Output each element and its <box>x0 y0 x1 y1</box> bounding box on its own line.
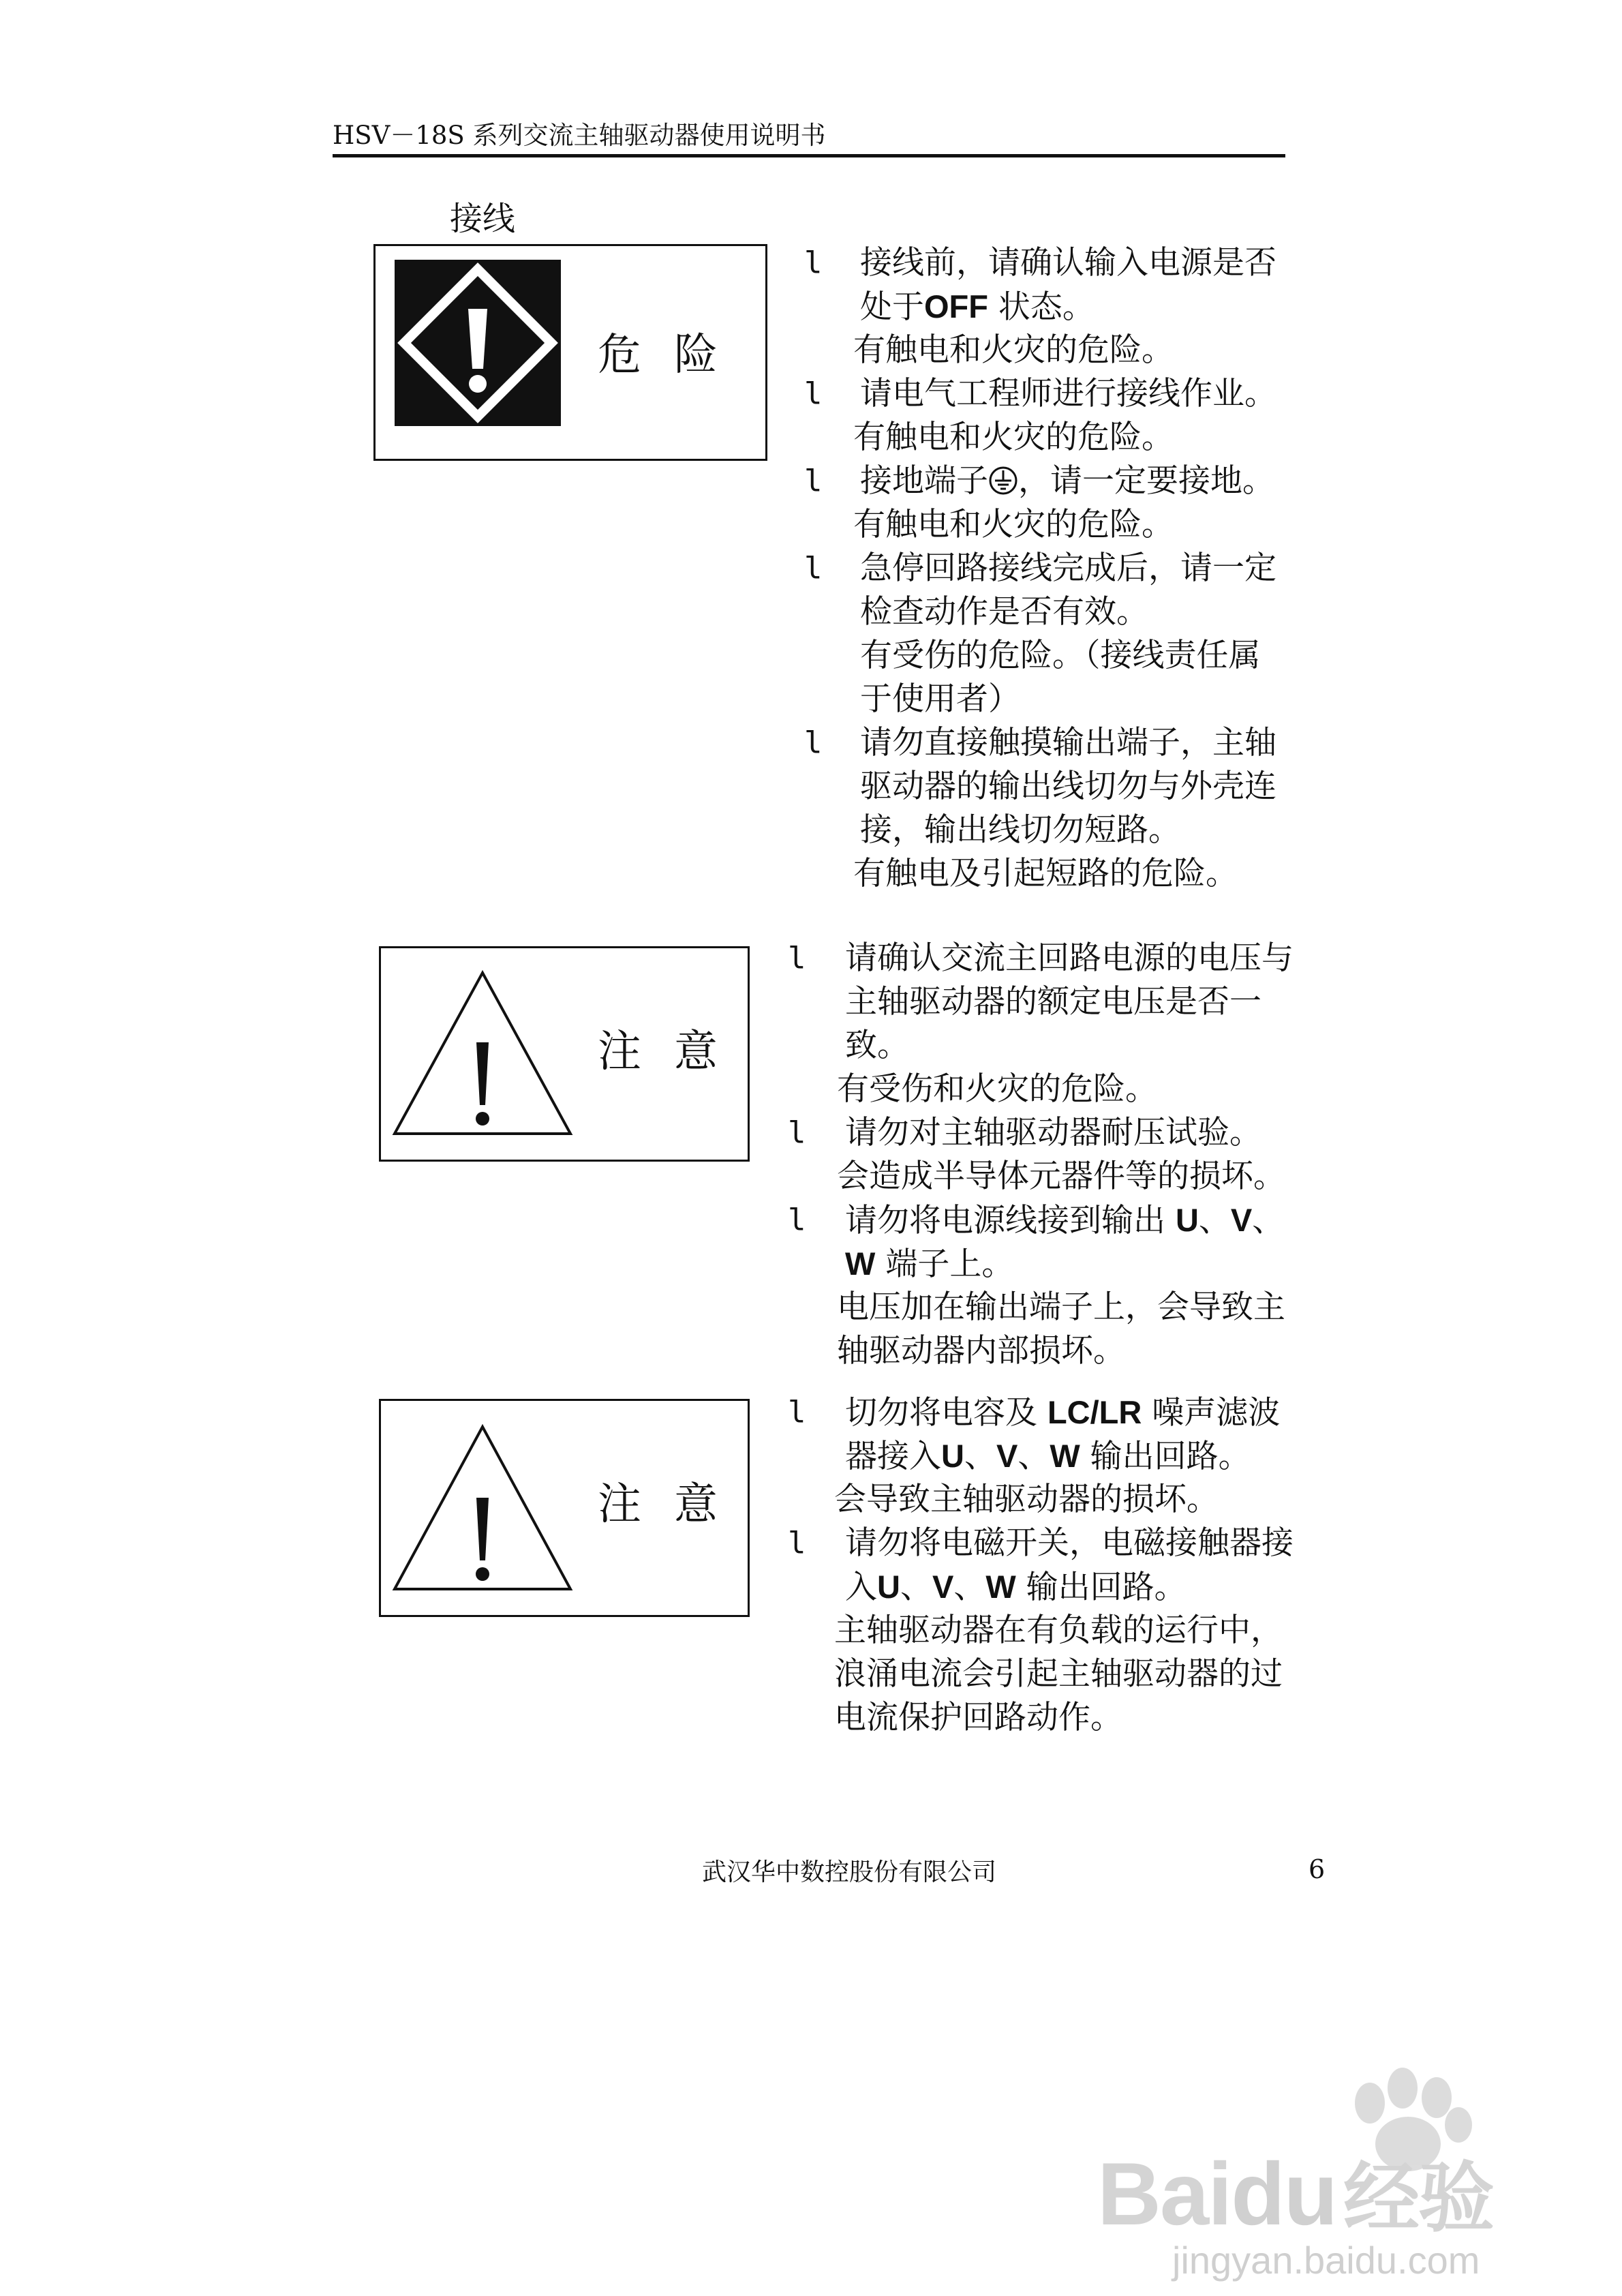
page-number: 6 <box>1309 1854 1326 1884</box>
section-title: 接线 <box>450 200 516 238</box>
caution-label-1: 注意 <box>598 1027 750 1077</box>
bullet-marker: l <box>804 725 823 760</box>
danger-item-2-line-1: 请电气工程师进行接线作业。 <box>860 375 1276 412</box>
danger-item-1-line-1: 接线前，请确认输入电源是否 <box>860 244 1276 282</box>
caution2-item-2-consequence-1: 主轴驱动器在有负载的运行中， <box>834 1612 1283 1649</box>
danger-label: 危险 <box>598 330 750 380</box>
danger-item-1-consequence: 有触电和火灾的危险。 <box>853 331 1174 369</box>
danger-item-4-line-3: 有受伤的危险。（接线责任属 <box>860 637 1261 674</box>
danger-item-4-line-4: 于使用者） <box>860 680 1020 718</box>
bullet-marker: l <box>788 1115 806 1150</box>
bullet-marker: l <box>788 1203 806 1237</box>
footer-company: 武汉华中数控股份有限公司 <box>702 1858 997 1886</box>
header-rule <box>333 154 1285 157</box>
caution1-item-2-line-1: 请勿对主轴驱动器耐压试验。 <box>845 1114 1261 1151</box>
danger-item-3-line-1 <box>860 459 1274 507</box>
caution2-item-2-consequence-3: 电流保护回路动作。 <box>834 1699 1122 1736</box>
danger-item-2-consequence: 有触电和火灾的危险。 <box>853 419 1174 456</box>
caution2-item-2-line-1: 请勿将电磁开关，电磁接触器接 <box>845 1524 1294 1562</box>
danger-item-4-line-2: 检查动作是否有效。 <box>860 593 1148 631</box>
header-title: HSV－18S 系列交流主轴驱动器使用说明书 <box>333 121 826 150</box>
caution1-item-3-line-2: W 端子上。 <box>845 1245 1014 1283</box>
danger-item-1-line-2: 处于OFF 状态。 <box>860 288 1095 326</box>
bullet-marker: l <box>804 376 823 411</box>
caution2-item-1-line-2: 器接入U、V、W 输出回路。 <box>845 1438 1251 1475</box>
bullet-marker: l <box>804 245 823 280</box>
bullet-marker: l <box>788 1395 806 1430</box>
ground-text-after: ，请一定要接地。 <box>1018 462 1274 500</box>
watermark-url: jingyan.baidu.com <box>1172 2239 1480 2282</box>
diamond-exclamation-icon <box>395 260 561 426</box>
bullet-marker: l <box>788 941 806 976</box>
caution1-item-3-consequence-1: 电压加在输出端子上，会导致主 <box>837 1288 1285 1326</box>
caution2-item-2-consequence-2: 浪涌电流会引起主轴驱动器的过 <box>834 1655 1283 1693</box>
caution1-item-1-line-1: 请确认交流主回路电源的电压与 <box>845 939 1294 977</box>
danger-item-5-line-2: 驱动器的输出线切勿与外壳连 <box>860 768 1276 805</box>
caution1-item-3-line-1: 请勿将电源线接到输出 U、V、 <box>845 1202 1285 1239</box>
bullet-marker: l <box>788 1526 806 1560</box>
caution2-item-1-consequence: 会导致主轴驱动器的损坏。 <box>834 1481 1219 1518</box>
triangle-exclamation-icon <box>391 1423 575 1593</box>
danger-item-5-line-1: 请勿直接触摸输出端子，主轴 <box>860 724 1276 761</box>
caution-box-1 <box>379 946 750 1162</box>
watermark-brand: Baidu经验 <box>1097 2144 1494 2244</box>
triangle-exclamation-icon <box>391 969 575 1138</box>
ground-text-before: 接地端子 <box>860 462 988 500</box>
caution-label-2: 注意 <box>598 1479 750 1530</box>
caution2-item-2-line-2: 入U、V、W 输出回路。 <box>845 1569 1187 1606</box>
caution1-item-1-line-3: 致。 <box>845 1027 909 1064</box>
caution-box-2 <box>379 1399 750 1617</box>
caution1-item-1-consequence: 有受伤和火灾的危险。 <box>837 1070 1157 1108</box>
caution1-item-3-consequence-2: 轴驱动器内部损坏。 <box>837 1332 1125 1370</box>
danger-item-5-line-3: 接，输出线切勿短路。 <box>860 811 1180 849</box>
caution1-item-2-consequence: 会造成半导体元器件等的损坏。 <box>837 1158 1285 1195</box>
baidu-jingyan-watermark <box>1077 2049 1608 2280</box>
caution2-item-1-line-1: 切勿将电容及 LC/LR 噪声滤波 <box>845 1394 1281 1432</box>
caution1-item-1-line-2: 主轴驱动器的额定电压是否一 <box>845 983 1261 1021</box>
danger-item-5-consequence: 有触电及引起短路的危险。 <box>853 855 1238 892</box>
bullet-marker: l <box>804 551 823 586</box>
bullet-marker: l <box>804 464 823 498</box>
danger-item-4-line-1: 急停回路接线完成后，请一定 <box>860 549 1276 587</box>
danger-box <box>373 244 767 461</box>
danger-item-3-consequence: 有触电和火灾的危险。 <box>853 506 1174 543</box>
ground-symbol-icon <box>988 464 1018 507</box>
